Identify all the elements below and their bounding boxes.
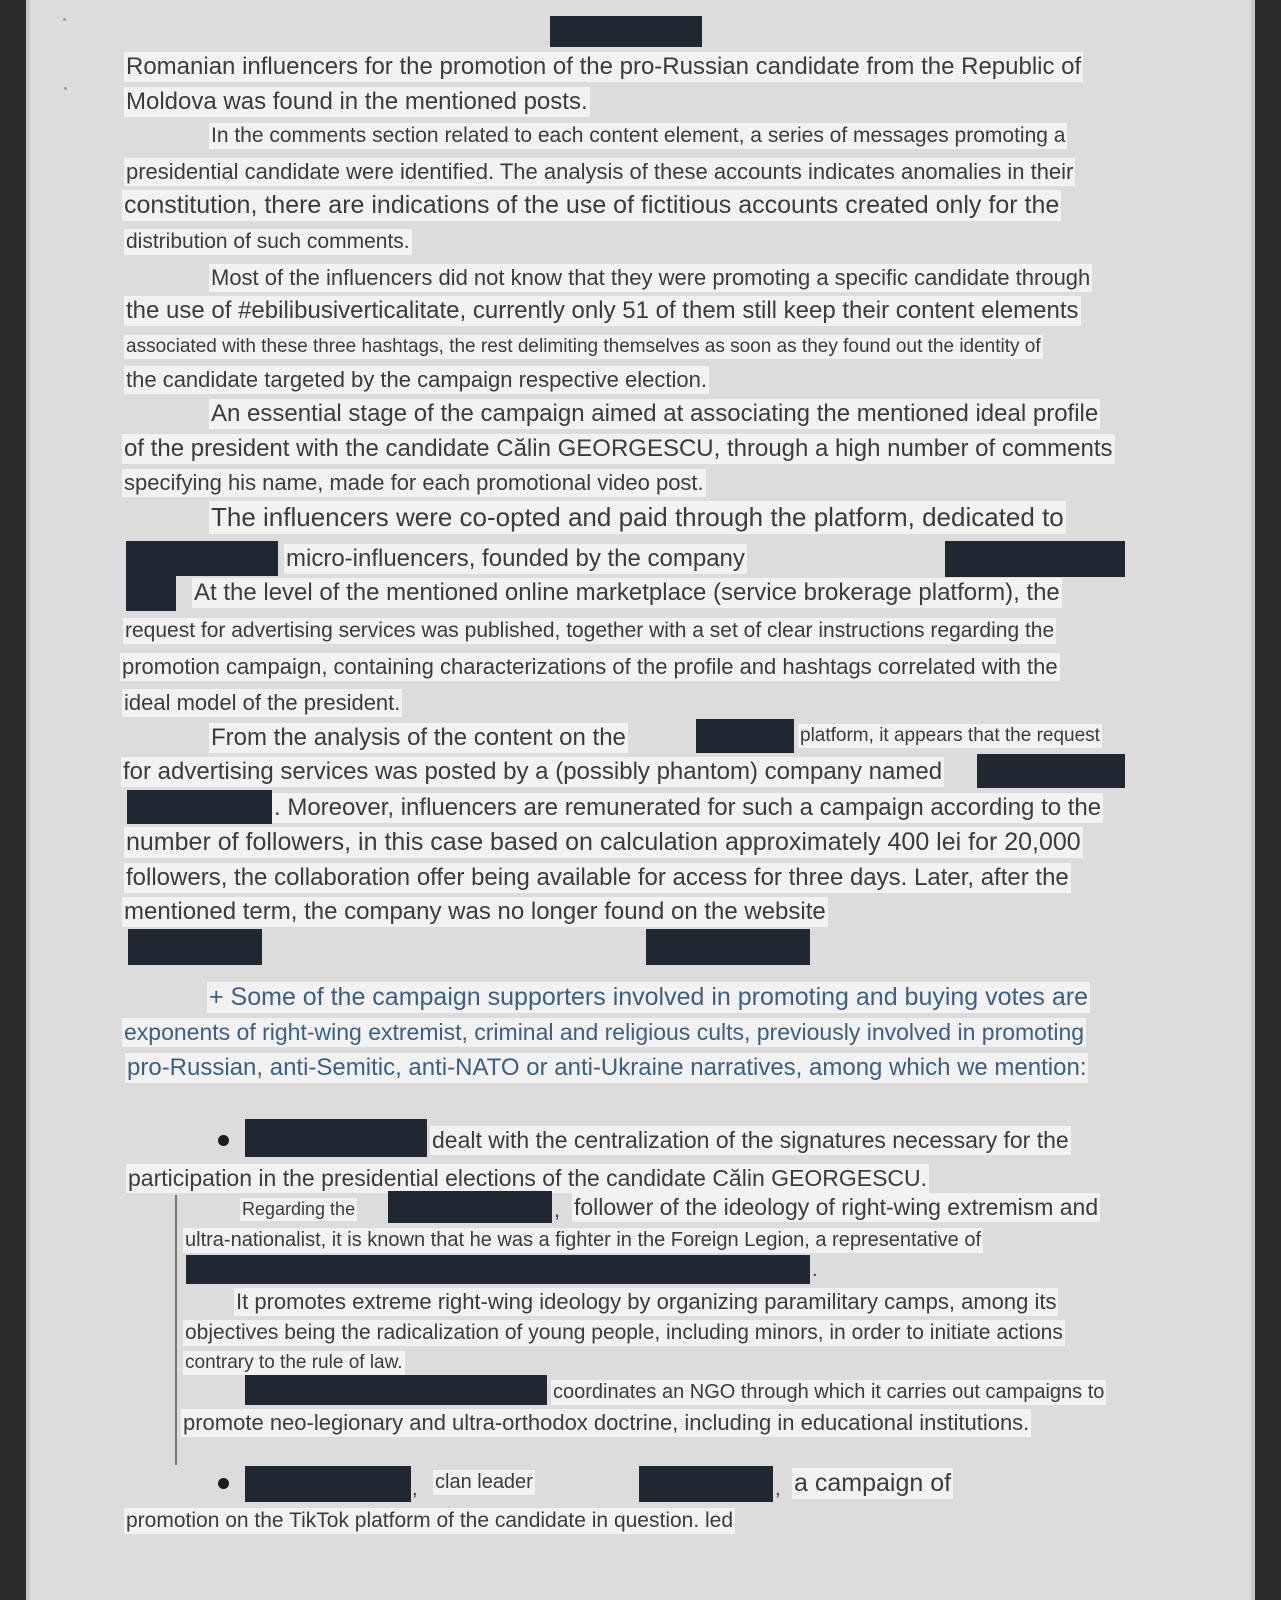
text-line: distribution of such comments. xyxy=(124,229,412,255)
text-line: number of followers, in this case based on calculation approximately 400 lei for 20,000 xyxy=(124,827,1083,858)
text-line: objectives being the radicalization of young people, including minors, in order to initiate actions xyxy=(183,1320,1065,1346)
text-line: At the level of the mentioned online marketplace (service brokerage platform), the xyxy=(194,579,1060,606)
text-line: pro-Russian, anti-Semitic, anti-NATO or anti-Ukraine narratives, among which we mention: xyxy=(127,1054,1087,1081)
text-line: The influencers were co-opted and paid through the platform, dedicated to xyxy=(211,502,1064,532)
text-line: In the comments section related to each content element, a series of messages promoting a xyxy=(209,123,1067,149)
bullet-point xyxy=(218,1135,229,1146)
text-line: constitution, there are indications of the use of fictitious accounts created only for the xyxy=(122,190,1061,221)
text-line: contrary to the rule of law. xyxy=(185,1352,403,1373)
text-line: coordinates an NGO through which it carries out campaigns to xyxy=(553,1381,1105,1403)
text-line: Romanian influencers for the promotion of the pro-Russian candidate from the Republic of xyxy=(126,53,1082,80)
redaction-block xyxy=(945,541,1125,577)
redaction-block xyxy=(245,1466,411,1502)
redaction-block xyxy=(646,929,810,965)
redaction-block xyxy=(245,1119,427,1157)
scan-speck xyxy=(63,18,66,21)
redaction-block xyxy=(127,790,272,824)
text-line: a campaign of xyxy=(792,1468,953,1499)
text-line: It promotes extreme right-wing ideology by organizing paramilitary camps, among its xyxy=(236,1289,1057,1314)
text-line: participation in the presidential elections of the candidate Călin GEORGESCU. xyxy=(128,1165,928,1191)
text-line: , xyxy=(775,1478,781,1500)
text-line: promotion campaign, containing characterizations of the profile and hashtags correlated with the xyxy=(122,654,1058,679)
redaction-block xyxy=(696,719,794,753)
redaction-block xyxy=(126,575,176,611)
text-line: , xyxy=(554,1197,561,1222)
text-line: presidential candidate were identified. The analysis of these accounts indicates anomalies in their xyxy=(126,159,1074,184)
redaction-block xyxy=(977,754,1125,788)
text-line: From the analysis of the content on the xyxy=(211,724,626,751)
text-line: exponents of right-wing extremist, criminal and religious cults, previously involved in promoting xyxy=(124,1019,1085,1045)
text-line: An essential stage of the campaign aimed at associating the mentioned ideal profile xyxy=(211,400,1099,427)
text-line: the candidate targeted by the campaign respective election. xyxy=(126,367,707,392)
scan-speck xyxy=(64,87,67,90)
text-line: platform, it appears that the request xyxy=(800,725,1100,746)
text-line: dealt with the centralization of the signatures necessary for the xyxy=(432,1127,1069,1153)
redaction-block xyxy=(126,541,278,576)
page-edge-right xyxy=(1251,0,1255,1600)
text-line: for advertising services was posted by a (possibly phantom) company named xyxy=(123,758,943,785)
text-line: , xyxy=(412,1478,418,1500)
redaction-block xyxy=(388,1191,552,1223)
text-line: follower of the ideology of right-wing extremism and xyxy=(574,1194,1099,1220)
redaction-block xyxy=(639,1466,773,1502)
redaction-block xyxy=(186,1255,810,1284)
text-line: promotion on the TikTok platform of the candidate in question. led xyxy=(124,1508,735,1534)
text-line: ultra-nationalist, it is known that he was a fighter in the Foreign Legion, a representative of xyxy=(185,1229,982,1251)
text-line: of the president with the candidate Călin GEORGESCU, through a high number of comments xyxy=(124,435,1113,462)
text-line: + Some of the campaign supporters involved in promoting and buying votes are xyxy=(207,982,1090,1013)
text-line: Moldova was found in the mentioned posts. xyxy=(126,88,588,115)
text-line: ideal model of the president. xyxy=(124,690,401,715)
text-line: mentioned term, the company was no longer found on the website xyxy=(124,898,826,925)
text-line: clan leader xyxy=(435,1471,533,1493)
text-line: micro-influencers, founded by the company xyxy=(286,545,745,572)
page-edge-left xyxy=(26,0,30,1600)
text-line: specifying his name, made for each promotional video post. xyxy=(124,470,704,495)
text-line: followers, the collaboration offer being available for access for three days. Later, after the xyxy=(126,864,1069,891)
text-line: associated with these three hashtags, the rest delimiting themselves as soon as they found out the identity of xyxy=(126,336,1041,357)
text-line: request for advertising services was published, together with a set of clear instructions regarding the xyxy=(123,618,1056,644)
redaction-block xyxy=(128,929,262,965)
text-line: the use of #ebilibusiverticalitate, currently only 51 of them still keep their content elements xyxy=(126,297,1079,324)
redaction-block xyxy=(245,1375,547,1405)
text-line: . xyxy=(812,1259,818,1281)
text-line: . Moreover, influencers are remunerated for such a campaign according to the xyxy=(274,794,1102,821)
bullet-point xyxy=(218,1478,229,1489)
text-line: promote neo-legionary and ultra-orthodox doctrine, including in educational institutions. xyxy=(183,1410,1030,1435)
margin-bar xyxy=(175,1195,177,1465)
redaction-block xyxy=(550,16,702,47)
text-line: Regarding the xyxy=(242,1199,356,1219)
text-line: Most of the influencers did not know that they were promoting a specific candidate through xyxy=(211,265,1091,290)
